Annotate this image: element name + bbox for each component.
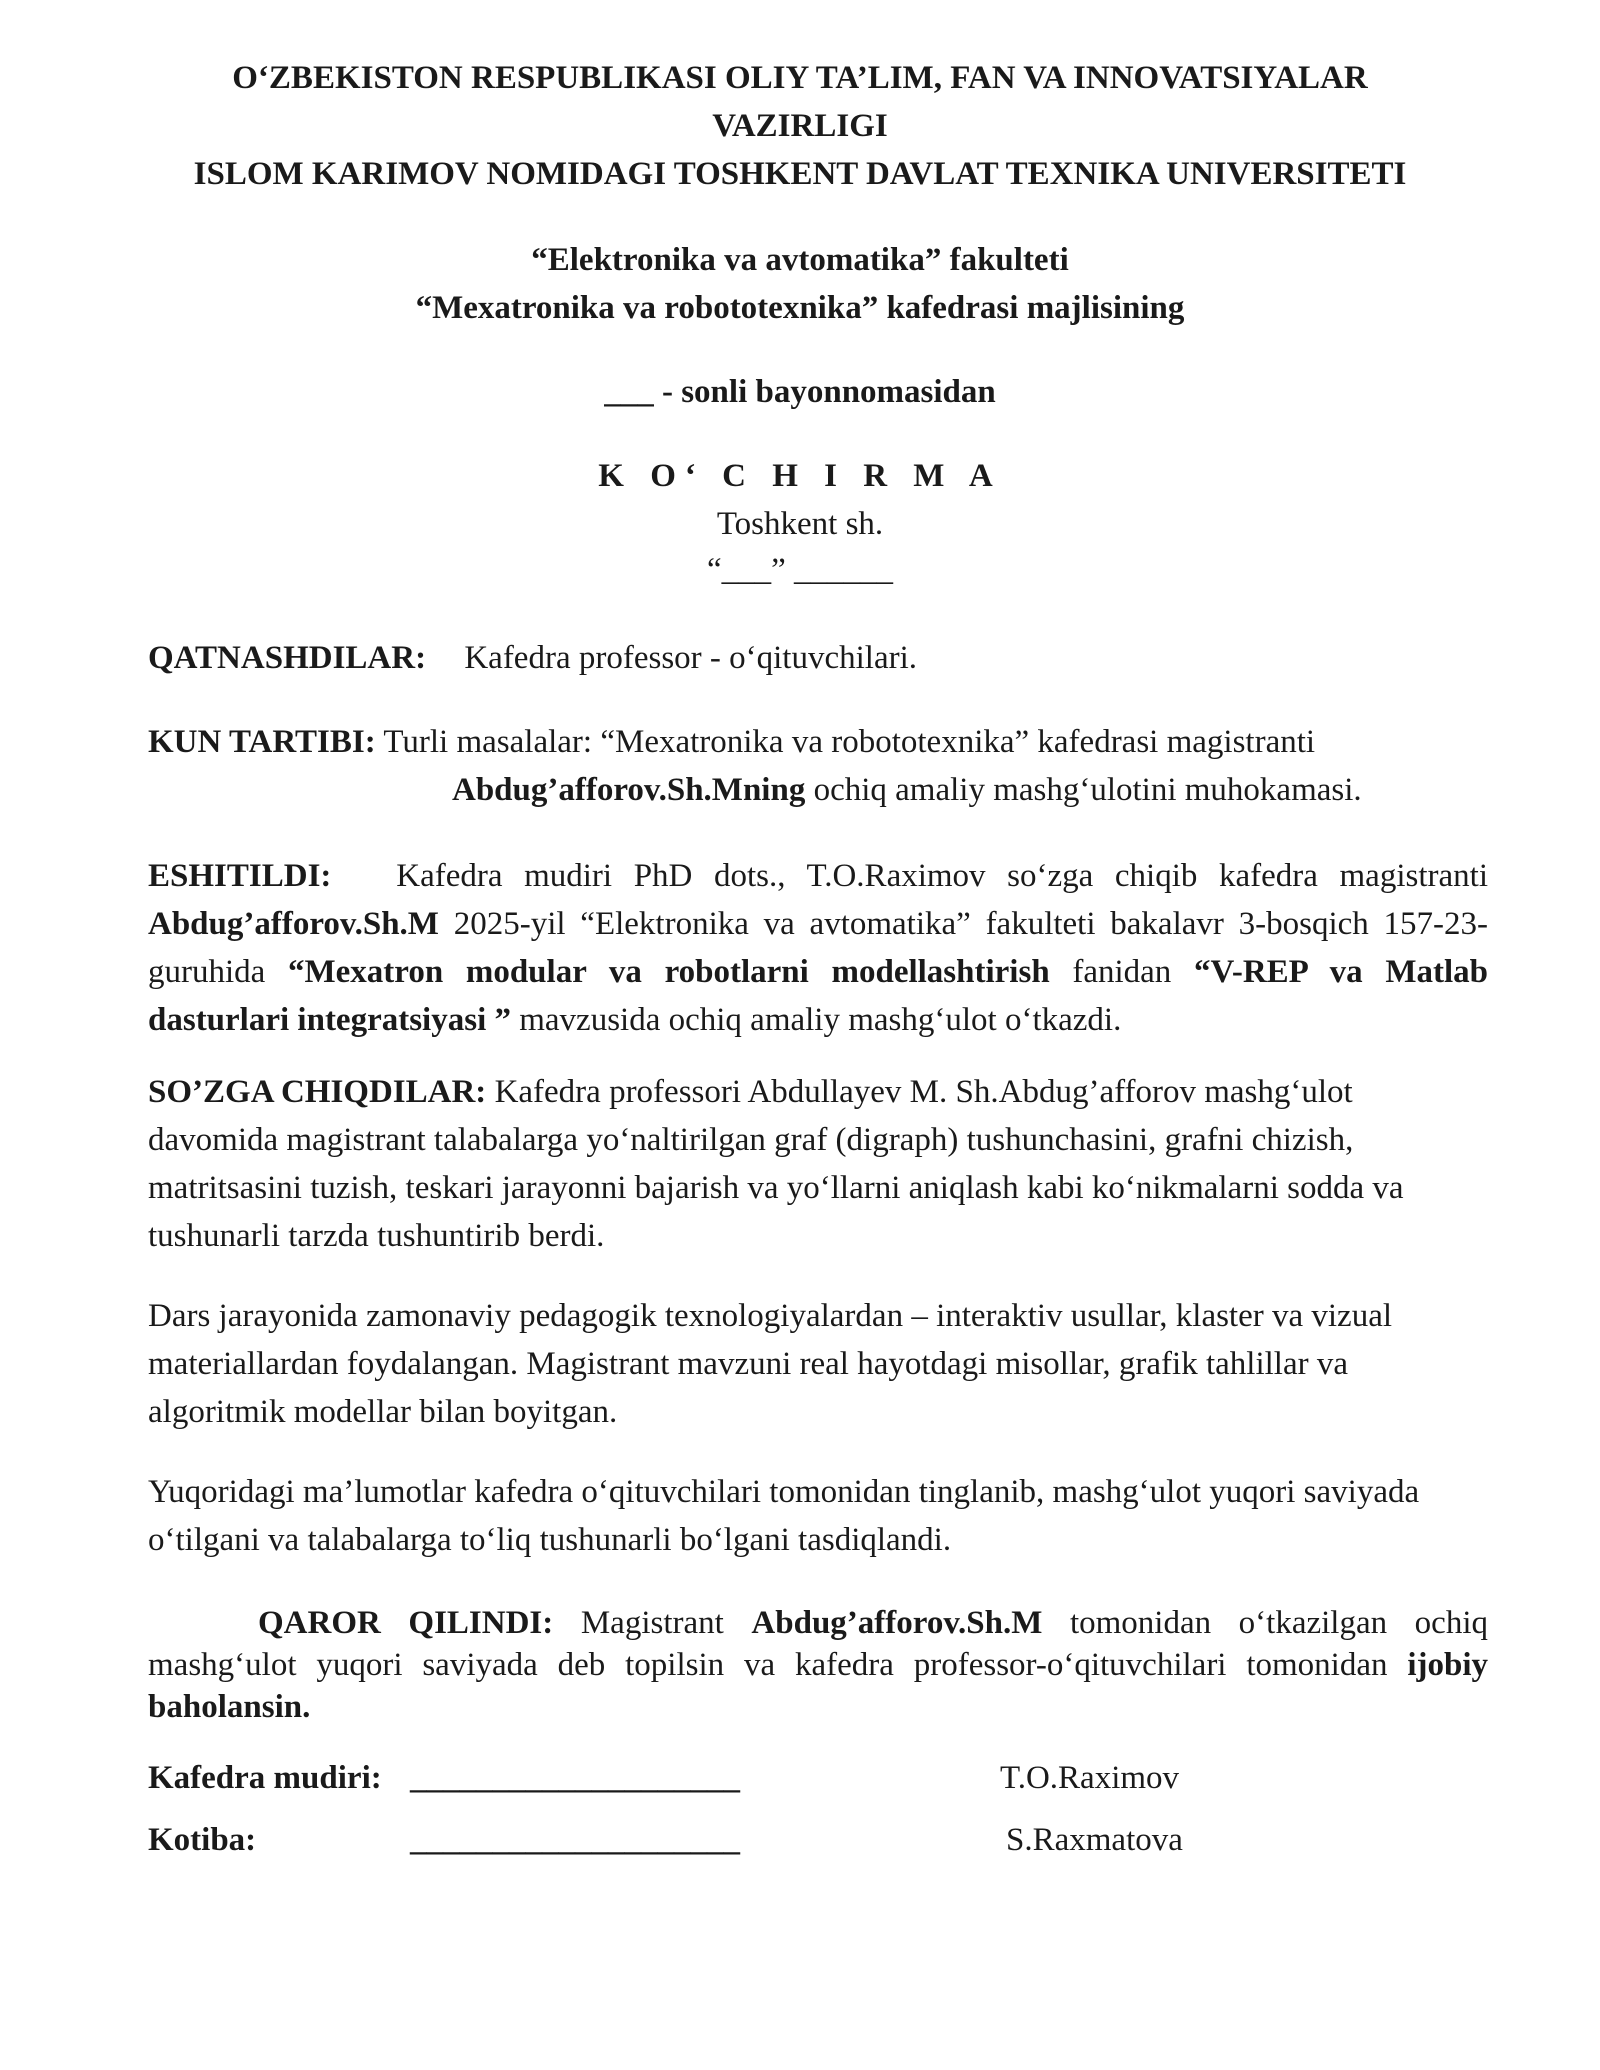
heard-text-4: mavzusida ochiq amaliy mashg‘ulot o‘tkazdi. [519, 1002, 1122, 1038]
agenda-student-name: Abdug’afforov.Sh.Mning [452, 772, 806, 808]
protocol-number: ___ - sonli bayonnomasidan [604, 374, 996, 410]
confirmation-paragraph: Yuqoridagi ma’lumotlar kafedra o‘qituvchilari tomonidan tinglanib, mashg‘ulot yuqori saviyada o‘tilgani va talabalarga to‘liq tushunarli bo‘lgani tasdiqlandi. [148, 1474, 1420, 1558]
decision-paragraph [148, 1602, 1488, 1728]
heard-topic: “V-REP va Matlab dasturlari integratsiyasi ” [148, 954, 1489, 1038]
heard-subject: “Mexatron modular va robotlarni modellashtirish [287, 954, 1050, 990]
agenda-row-2 [452, 770, 1362, 810]
heard-text-2: 2025-yil “Elektronika va avtomatika” fakulteti bakalavr 3-bosqich 157-23-guruhida [148, 906, 1489, 990]
decision-student-name: Abdug’afforov.Sh.M [751, 1605, 1043, 1641]
heard-label: ESHITILDI: [148, 858, 332, 894]
agenda-row [148, 722, 1315, 762]
participants-label: QATNASHDILAR: [148, 640, 427, 676]
speakers-label: SO’ZGA CHIQDILAR: [148, 1074, 487, 1110]
speakers-text: Kafedra professori Abdullayev M. Sh.Abdug’afforov mashg‘ulot davomida magistrant talabalarga yo‘naltirilgan graf (digraph) tushunchasini, grafni chizish, matritsasini tuzish, teskari jarayonni bajarish va yo‘llarni aniqlash kabi ko‘nikmalarni sodda va tushunarli tarzda tushuntirib berdi. [148, 1074, 1404, 1254]
university-title: ISLOM KARIMOV NOMIDAGI TOSHKENT DAVLAT TEXNIKA UNIVERSITETI [193, 156, 1407, 192]
ministry-title-line1: O‘ZBEKISTON RESPUBLIKASI OLIY TA’LIM, FAN VA INNOVATSIYALAR [232, 60, 1368, 96]
participants-text: Kafedra professor - o‘qituvchilari. [464, 640, 917, 676]
faculty-title: “Elektronika va avtomatika” fakulteti [531, 242, 1069, 278]
ministry-title-line2: VAZIRLIGI [712, 108, 888, 144]
participants-row [148, 638, 917, 678]
agenda-text-2: ochiq amaliy mashg‘ulotini muhokamasi. [813, 772, 1362, 808]
decision-text-2: tomonidan o‘tkazilgan ochiq mashg‘ulot yuqori saviyada deb topilsin va kafedra professor-o‘qituvchilari tomonidan [148, 1605, 1488, 1683]
signature-line-secretary: ____________________ [410, 1822, 740, 1858]
city: Toshkent sh. [716, 506, 884, 542]
heard-paragraph [148, 852, 1488, 1044]
heard-student-name: Abdug’afforov.Sh.M [148, 906, 439, 942]
decision-label: QAROR QILINDI: [258, 1605, 554, 1641]
decision-result: ijobiy baholansin. [148, 1647, 1488, 1725]
agenda-text: Turli masalalar: “Mexatronika va robototexnika” kafedrasi magistranti [383, 724, 1316, 760]
agenda-label: KUN TARTIBI: [148, 724, 376, 760]
heard-text-3: fanidan [1072, 954, 1172, 990]
lesson-description-paragraph: Dars jarayonida zamonaviy pedagogik texnologiyalardan – interaktiv usullar, klaster va vizual materiallardan foydalangan. Magistrant mavzuni real hayotdagi misollar, grafik tahlillar va algoritmik modellar bilan boyitgan. [148, 1298, 1393, 1430]
signature-role-head: Kafedra mudiri: [148, 1760, 382, 1796]
date-blank: “___” ______ [706, 552, 894, 588]
heard-text-1: Kafedra mudiri PhD dots., T.O.Raximov so‘zga chiqib kafedra magistranti [396, 858, 1488, 894]
signature-line-head: ____________________ [410, 1760, 740, 1796]
signature-name-secretary: S.Raxmatova [1006, 1822, 1183, 1858]
document-title: K O‘ C H I R M A [598, 458, 1002, 494]
speakers-paragraph [148, 1068, 1488, 1260]
department-title: “Mexatronika va robototexnika” kafedrasi majlisining [415, 290, 1185, 326]
decision-text-1: Magistrant [580, 1605, 724, 1641]
signature-role-secretary: Kotiba: [148, 1822, 257, 1858]
signature-name-head: T.O.Raximov [1000, 1760, 1180, 1796]
